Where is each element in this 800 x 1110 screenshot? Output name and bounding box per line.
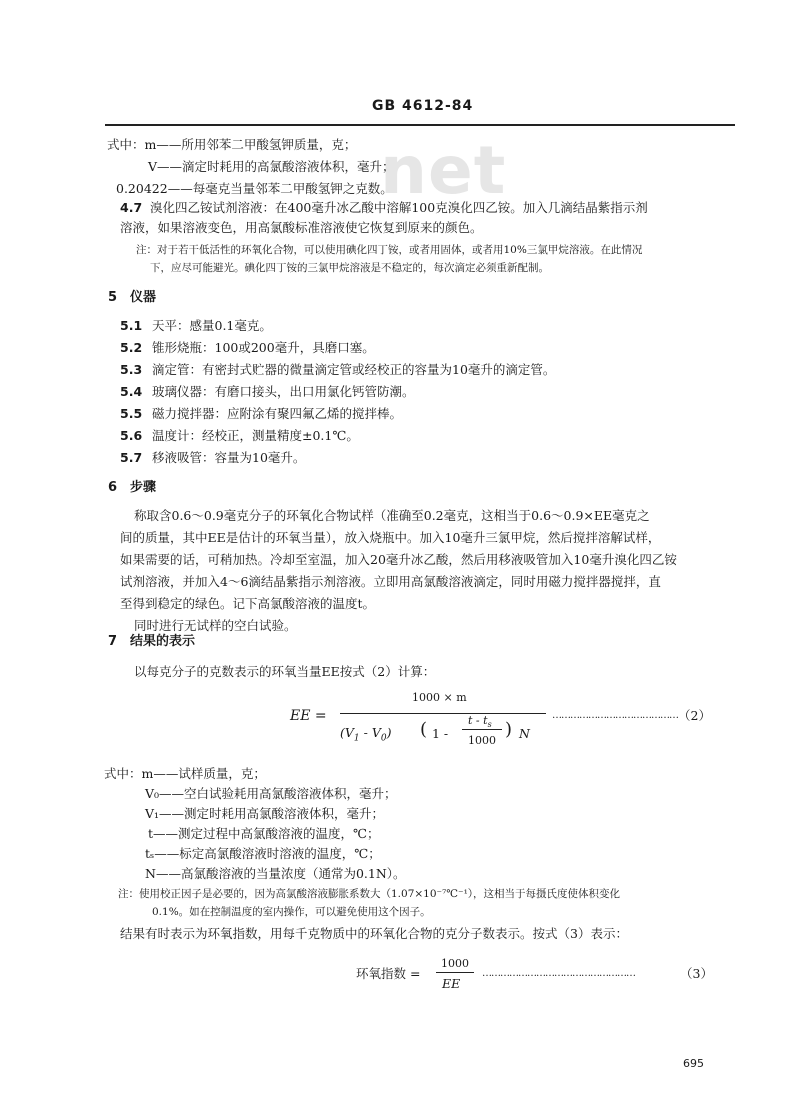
item-5-2-text: 锥形烧瓶：100或200毫升，具磨口塞。 [152,340,375,355]
eq2-numerator: 1000 × m [412,691,467,704]
item-5-5-text: 磁力搅拌器：应附涂有聚四氟乙烯的搅拌棒。 [152,406,403,421]
eq2-den-v0-text: - V [363,725,381,740]
standard-code-header: GB 4612-84 [372,98,474,114]
eq3-numerator: 1000 [441,957,469,970]
definition-n: N——高氯酸溶液的当量浓度（通常为0.1N）。 [145,866,406,881]
section-4-7-note-1: 注：对于若干低活性的环氧化合物，可以使用碘化四丁铵，或者用固体，或者用10%三氯甲烷溶液。在此情况 [136,244,643,256]
item-5-3-number: 5.3 [120,362,143,377]
item-5-6-number: 5.6 [120,428,143,443]
section-7-number: 7 [108,634,118,649]
eq2-inner-denominator: 1000 [468,734,496,747]
section-7-title: 结果的表示 [130,634,196,649]
section-6-para-line-1: 称取含0.6～0.9毫克分子的环氧化合物试样（准确至0.2毫克，这相当于0.6～0.9×EE毫克之 [134,508,650,523]
section-6-blank-test: 同时进行无试样的空白试验。 [134,618,297,633]
section-6-para-line-3: 如果需要的话，可稍加热。冷却至室温，加入20毫升冰乙酸，然后用移液吸管加入10毫升溴化四乙铵 [120,552,677,567]
section-6-title: 步骤 [130,480,157,495]
definition-m: 式中：m——试样质量，克； [104,766,266,781]
item-5-7-text: 移液吸管：容量为10毫升。 [152,450,306,465]
section-5-number: 5 [108,290,118,305]
section-6-para-line-5: 至得到稳定的绿色。记下高氯酸溶液的温度t。 [120,596,376,611]
definition-v1: V₁——测定时耗用高氯酸溶液体积，毫升； [145,806,385,821]
item-5-7-number: 5.7 [120,450,143,465]
eq3-leader-dots: …………………………………………… [482,968,635,979]
watermark: net [380,132,507,209]
item-5-4-text: 玻璃仪器：有磨口接头，出口用氯化钙管防潮。 [152,384,415,399]
eq2-inner-numerator [468,713,492,733]
item-5-5-number: 5.5 [120,406,143,421]
eq2-paren-close: ) [505,719,513,740]
note-correction-1: 注：使用校正因子是必要的，因为高氯酸溶液膨胀系数大（1.07×10⁻⁷℃⁻¹），这相当于每摄氏度使体积变化 [118,888,621,900]
definition-ts: tₛ——标定高氯酸溶液时溶液的温度，℃； [145,846,381,861]
eq2-den-v1-sub: 1 [353,733,360,744]
eq3-denominator: EE [442,976,461,991]
note-correction-2: 0.1%。如在控制温度的室内操作，可以避免使用这个因子。 [152,906,431,918]
eq3-lhs: 环氧指数 = [356,966,421,981]
eq2-leader-dots: …………………………………… [552,710,678,721]
item-5-1-text: 天平：感量0.1毫克。 [152,318,272,333]
header-rule [105,124,735,126]
section-4-7-number: 4.7 [120,200,143,215]
definition-v0: V₀——空白试验耗用高氯酸溶液体积，毫升； [145,786,397,801]
eq3-number: （3） [680,966,713,981]
eq2-den-v1 [340,725,391,747]
item-5-2-number: 5.2 [120,340,143,355]
section-6-number: 6 [108,480,118,495]
eq2-den-v1-text: (V [340,725,354,740]
item-5-1-number: 5.1 [120,318,143,333]
section-4-7-note-2: 下，应尽可能避光。碘化四丁铵的三氯甲烷溶液是不稳定的，每次滴定必须重新配制。 [150,262,549,274]
item-5-6-text: 温度计：经校正，测量精度±0.1℃。 [152,428,359,443]
definition-t: t——测定过程中高氯酸溶液的温度，℃； [148,826,380,841]
eq2-number: （2） [678,708,711,723]
section-6-para-line-4: 试剂溶液，并加入4～6滴结晶紫指示剂溶液。立即用高氯酸溶液滴定，同时用磁力搅拌器搅拌，直 [120,574,661,589]
section-4-7-line-2: 溶液，如果溶液变色，用高氯酸标准溶液使它恢复到原来的颜色。 [120,220,483,235]
eq2-den-n: N [519,726,530,741]
item-5-4-number: 5.4 [120,384,143,399]
eq2-inner-num-sub: s [487,720,492,730]
eq2-paren-open: ( [420,719,428,740]
item-5-3-text: 滴定管：有密封式贮器的微量滴定管或经校正的容量为10毫升的滴定管。 [152,362,556,377]
section-6-para-line-2: 间的质量，其中EE是估计的环氧当量），放入烧瓶中。加入10毫升三氯甲烷，然后搅拌溶解试样， [120,530,661,545]
definition-m-top: 式中：m——所用邻苯二甲酸氢钾质量，克； [107,137,357,152]
section-4-7-line-1: 溴化四乙铵试剂溶液：在400毫升冰乙酸中溶解100克溴化四乙铵。加入几滴结晶紫指示剂 [150,200,648,215]
section-5-title: 仪器 [130,290,157,305]
eq2-fraction-bar [340,713,546,714]
page-number: 695 [683,1057,704,1070]
eq3-fraction-bar [436,972,474,973]
eq2-one-minus: 1 - [432,726,449,741]
epoxy-index-paragraph: 结果有时表示为环氧指数，用每千克物质中的环氧化合物的克分子数表示。按式（3）表示： [120,926,628,941]
eq2-den-close-paren: ) [386,725,392,740]
section-7-intro: 以每克分子的克数表示的环氧当量EE按式（2）计算： [134,664,436,679]
eq2-inner-num-text: t - t [468,714,488,727]
eq2-den-v0-sub: 0 [380,733,387,744]
eq2-inner-fraction-bar [462,729,502,730]
definition-v-top: V——滴定时耗用的高氯酸溶液体积，毫升； [148,159,395,174]
definition-constant: 0.20422——每毫克当量邻苯二甲酸氢钾之克数。 [116,181,393,196]
eq2-lhs: EE = [290,708,327,724]
